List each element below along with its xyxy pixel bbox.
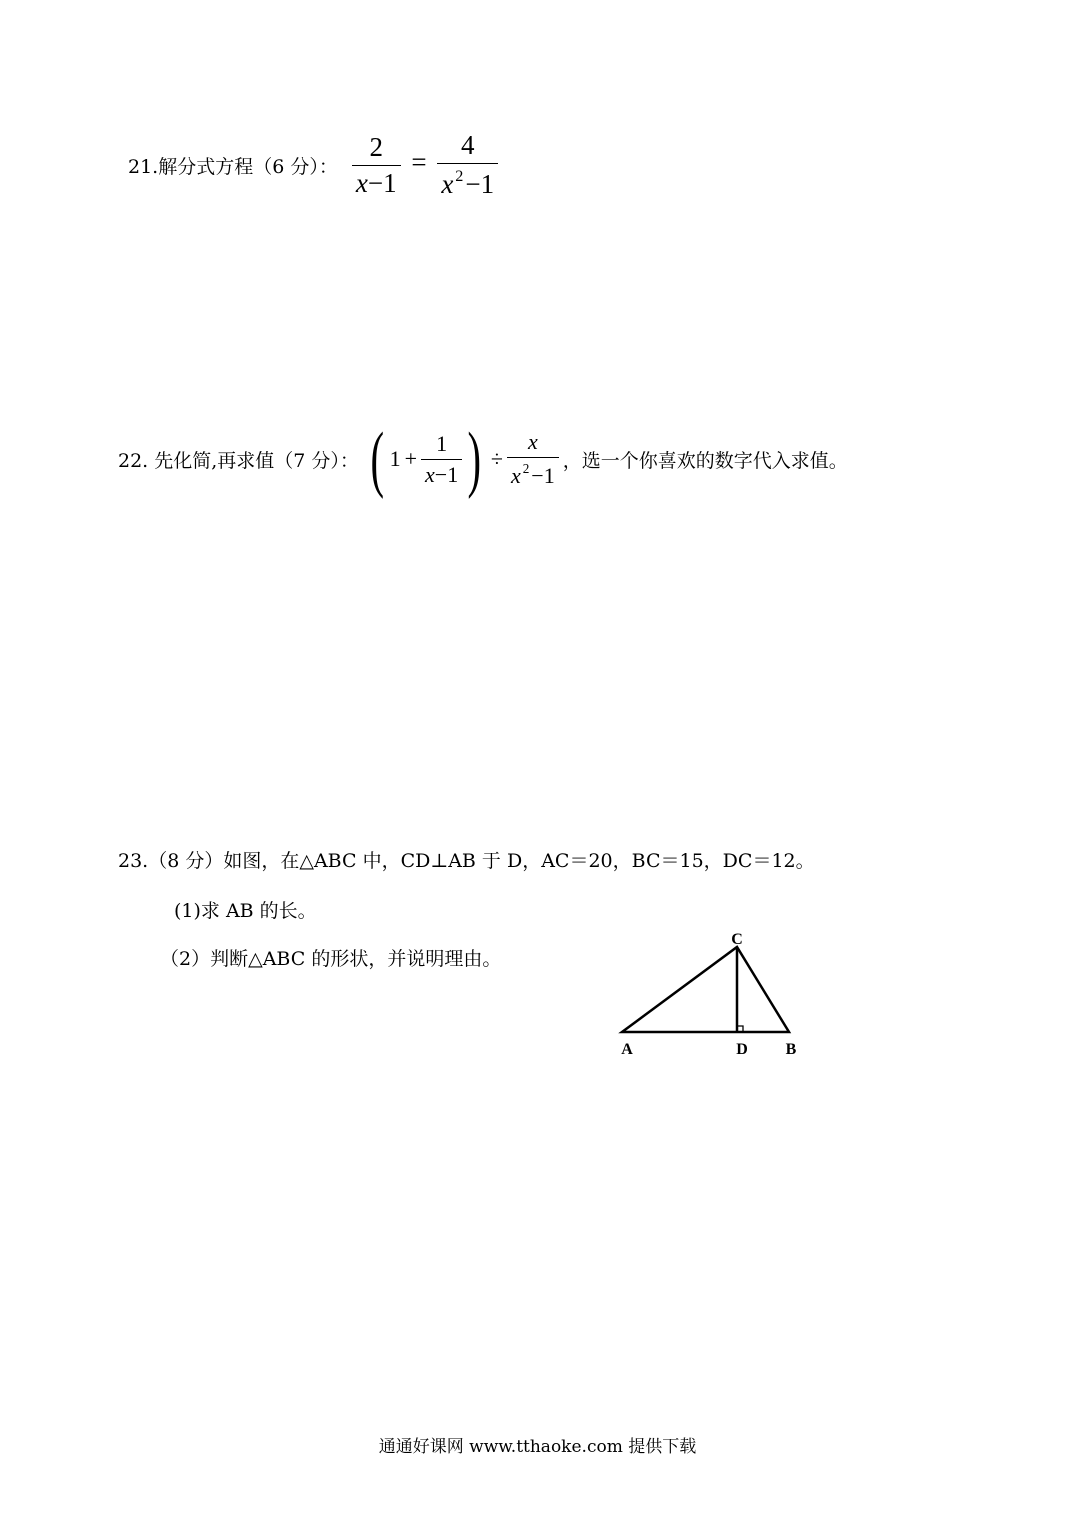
inner-numerator: 1 bbox=[436, 430, 448, 456]
divide-sign: ÷ bbox=[490, 446, 503, 471]
plus-sign: + bbox=[404, 446, 418, 471]
question-21-label: 21.解分式方程（6 分）： bbox=[128, 155, 338, 178]
fraction-inner bbox=[421, 430, 462, 487]
rhs-denominator: x $^2$−1 bbox=[441, 167, 495, 200]
question-23-part1: (1)求 AB 的长。 bbox=[174, 900, 317, 922]
fraction-rhs bbox=[437, 132, 498, 198]
left-paren: ( bbox=[370, 418, 385, 500]
question-21 bbox=[128, 132, 498, 198]
label-c: C bbox=[731, 931, 743, 948]
question-22-label: 22. 先化简,再求值（7 分）： bbox=[118, 449, 359, 472]
outer-numerator: x bbox=[527, 429, 538, 455]
lhs-denominator: x−1 bbox=[355, 167, 397, 198]
question-22-tail: ，选一个你喜欢的数字代入求值。 bbox=[562, 449, 848, 472]
right-paren: ) bbox=[467, 418, 482, 500]
label-a: A bbox=[621, 1041, 633, 1058]
expression-22 bbox=[365, 418, 559, 500]
triangle-abc bbox=[622, 947, 789, 1032]
question-23-part2: （2）判断△ABC 的形状，并说明理由。 bbox=[160, 948, 502, 970]
equals-sign: = bbox=[411, 147, 427, 178]
lhs-numerator: 2 bbox=[369, 131, 383, 162]
inner-denominator: x−1 bbox=[425, 461, 459, 487]
label-d: D bbox=[736, 1041, 748, 1058]
triangle-figure bbox=[610, 925, 810, 1065]
fraction-lhs bbox=[352, 131, 401, 198]
label-b: B bbox=[785, 1041, 797, 1058]
term-one: 1 bbox=[389, 446, 401, 471]
question-22 bbox=[118, 418, 848, 500]
equation-21 bbox=[352, 132, 498, 198]
page-footer: 通通好课网 www.tthaoke.com 提供下载 bbox=[378, 1437, 697, 1457]
fraction-outer bbox=[507, 431, 559, 487]
question-23-stem: 23.（8 分）如图，在△ABC 中，CD⊥AB 于 D，AC＝20，BC＝15，DC＝12。 bbox=[118, 850, 815, 872]
rhs-numerator: 4 bbox=[460, 130, 475, 160]
outer-denominator: x $^2$−1 bbox=[510, 461, 555, 488]
